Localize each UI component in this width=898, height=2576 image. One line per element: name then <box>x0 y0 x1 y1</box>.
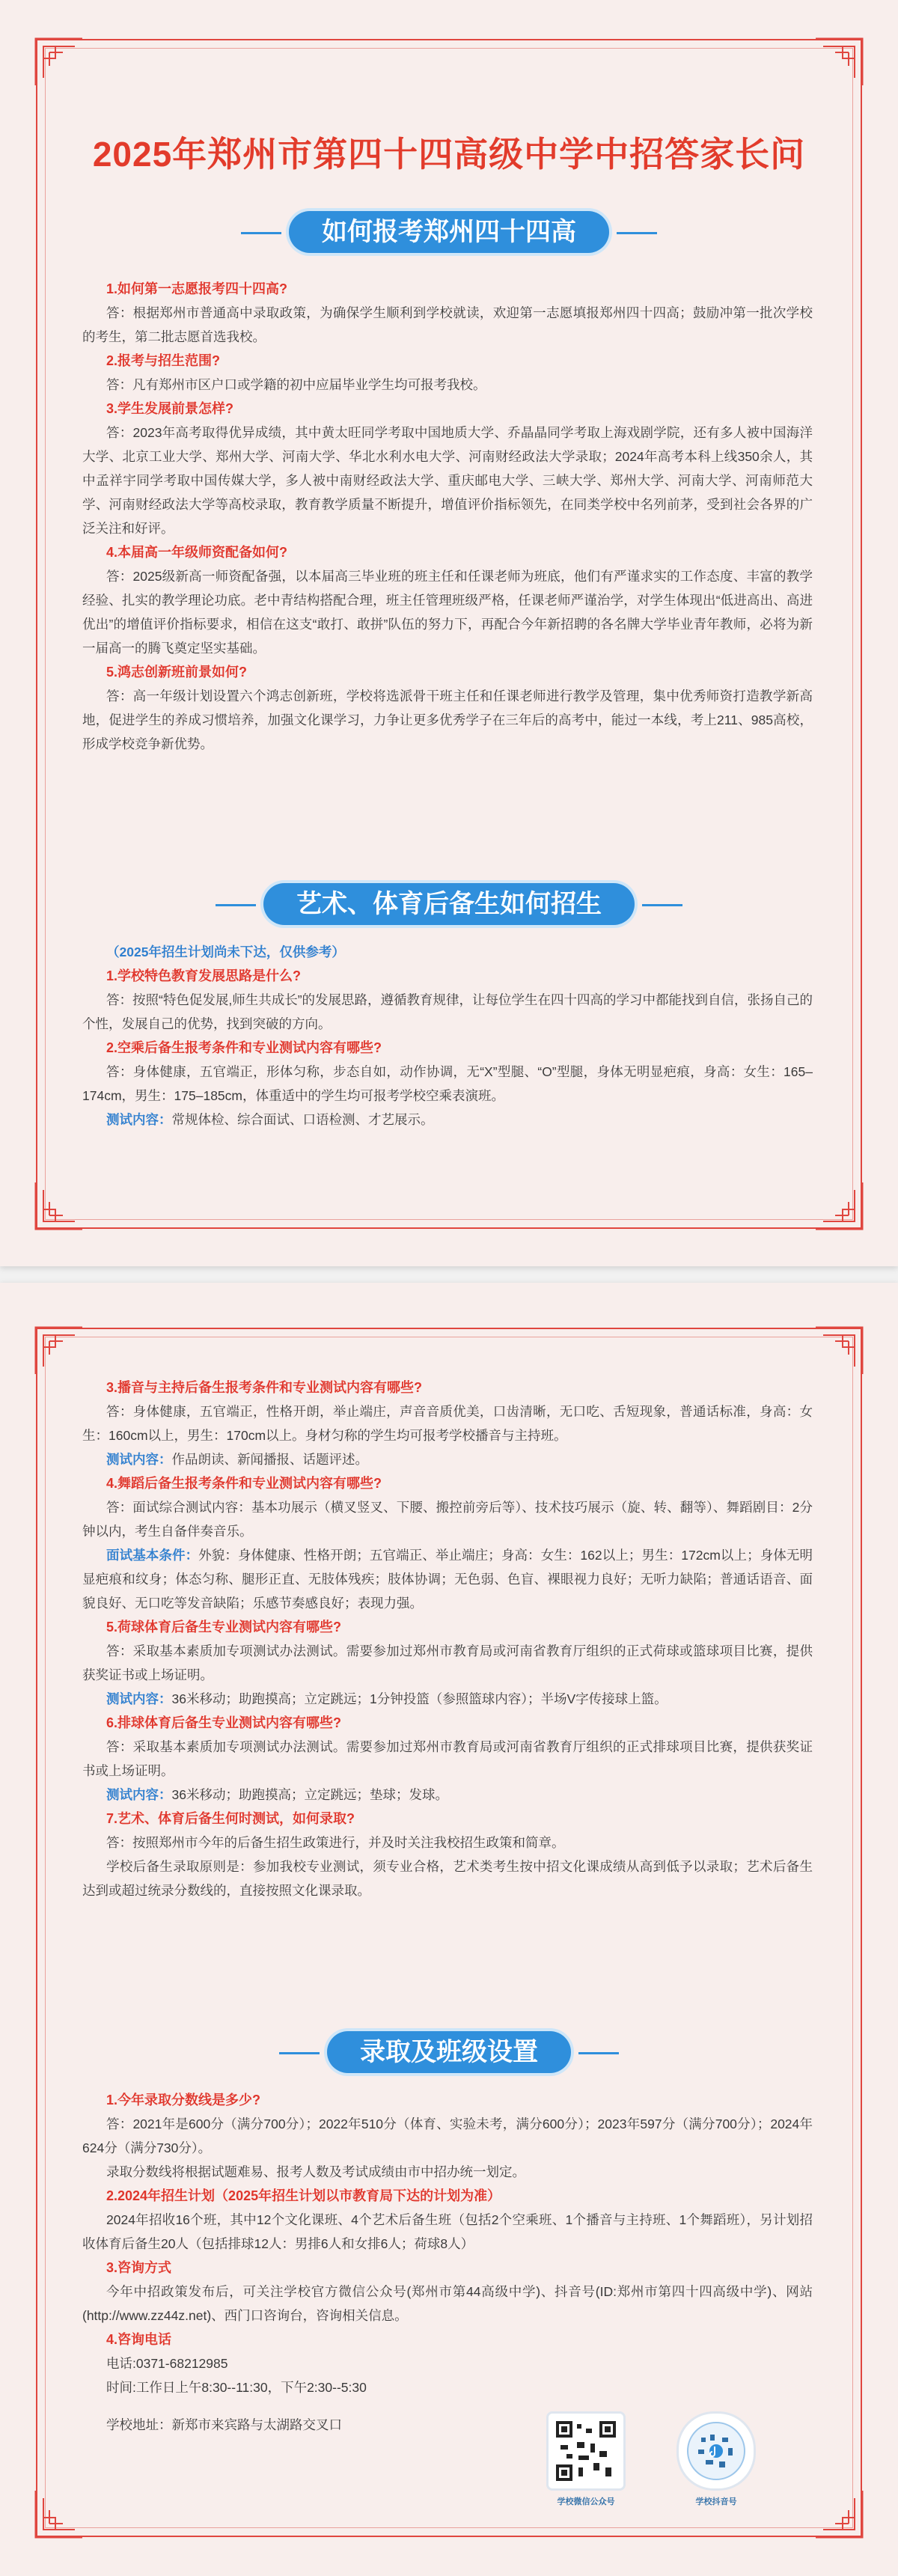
answer-text: 答：2023年高考取得优异成绩，其中黄太旺同学考取中国地质大学、乔晶晶同学考取上海戏剧学院，还有多人被中国海洋大学、北京工业大学、郑州大学、河南大学、华北水利水电大学、河南财经政法大学录取；2024年高考本科上线350余人，其中孟祥宇同学考取中国传媒大学，多人被中南财经政法大学、重庆邮电大学、三峡大学、郑州大学、河南大学、河南师范大学、河南财经政法大学等高校录取，教育教学质量不断提升，增值评价指标领先，在同类学校中名列前茅，受到社会各界的广泛关注和好评。 <box>82 425 813 536</box>
answer-text: 2024年招收16个班，其中12个文化课班、4个艺术后备生班（包括2个空乘班、1个播音与主持班、1个舞蹈班），另计划招收体育后备生20人（包括排球12人：男排6人和女排6人；荷球8人） <box>82 2212 813 2251</box>
question-heading: 1.今年录取分数线是多少? <box>106 2093 261 2108</box>
section-how-to-apply <box>82 277 813 756</box>
conditions-label: 面试基本条件： <box>106 1548 199 1563</box>
question-heading: 2.报考与招生范围? <box>106 353 221 368</box>
question-heading: 3.播音与主持后备生报考条件和专业测试内容有哪些? <box>106 1380 423 1395</box>
qr-caption: 学校微信公众号 <box>557 2497 615 2506</box>
question-heading: 1.如何第一志愿报考四十四高? <box>106 281 288 296</box>
section-banner-arts-sports: 艺术、体育后备生如何招生 <box>263 883 635 925</box>
answer-text: 答：凡有郑州市区户口或学籍的初中应届毕业学生均可报考我校。 <box>106 377 486 392</box>
wechat-qr-code <box>545 2411 627 2516</box>
question-heading: 5.荷球体育后备生专业测试内容有哪些? <box>106 1620 342 1635</box>
section-arts-sports <box>82 940 813 1132</box>
interview-conditions <box>82 1543 813 1615</box>
answer-text: 答：采取基本素质加专项测试办法测试。需要参加过郑州市教育局或河南省教育厅组织的正式荷球或篮球项目比赛，提供获奖证书或上场证明。 <box>82 1643 813 1682</box>
qr-code-icon <box>676 2411 756 2491</box>
page-one <box>0 0 898 1266</box>
corner-ornament-icon <box>813 36 865 88</box>
qr-caption: 学校抖音号 <box>695 2497 737 2506</box>
question-heading: 3.学生发展前景怎样? <box>106 401 234 416</box>
test-content-label: 测试内容： <box>106 1787 172 1802</box>
answer-text: 答：高一年级计划设置六个鸿志创新班，学校将选派骨干班主任和任课老师进行教学及管理，集中优秀师资打造教学新高地，促进学生的养成习惯培养，加强文化课学习，力争让更多优秀学子在三年后的高考中，能过一本线，考上211、985高校，形成学校竞争新优势。 <box>82 689 813 751</box>
answer-text: 答：按照郑州市今年的后备生招生政策进行，并及时关注我校招生政策和简章。 <box>106 1835 565 1850</box>
section-admission <box>82 2088 813 2437</box>
answer-text: 录取分数线将根据试题难易、报考人数及考试成绩由市中招办统一划定。 <box>106 2164 525 2179</box>
douyin-qr-code <box>675 2411 757 2516</box>
answer-text: 答：2021年是600分（满分700分）；2022年510分（体育、实验未考，满分600分）；2023年597分（满分700分）；2024年624分（满分730分）。 <box>82 2116 813 2155</box>
test-content-text: 36米移动；助跑摸高；立定跳远；1分钟投篮（参照篮球内容）；半场V字传接球上篮。 <box>171 1691 668 1706</box>
test-content-line <box>82 1447 813 1471</box>
answer-text: 答：根据郑州市普通高中录取政策，为确保学生顺利到学校就读，欢迎第一志愿填报郑州四十四高；鼓励冲第一批次学校的考生，第二批志愿首选我校。 <box>82 305 813 344</box>
conditions-text: 外貌：身体健康、性格开朗；五官端正、举止端庄；身高：女生：162以上；男生：172cm以上；身体无明显疤痕和纹身；体态匀称、腿形正直、无肢体残疾；肢体协调；无色弱、色盲、裸眼视力良好；无听力缺陷；普通话语音、面貌良好、无口吃等发音缺陷；乐感节奏感良好；表现力强。 <box>82 1548 813 1611</box>
office-hours: 时间:工作日上午8:30--11:30，下午2:30--5:30 <box>106 2380 367 2395</box>
answer-text: 答：身体健康，五官端正，性格开朗，举止端庄，声音音质优美，口齿清晰，无口吃、舌短现象，普通话标准，身高：女生：160cm以上，男生：170cm以上。身材匀称的学生均可报考学校播音与主持班。 <box>82 1404 813 1443</box>
question-heading: 4.舞蹈后备生报考条件和专业测试内容有哪些? <box>106 1476 382 1491</box>
corner-ornament-icon <box>33 1325 85 1377</box>
answer-text: 答：身体健康，五官端正，形体匀称，步态自如，动作协调，无“X”型腿、“O”型腿，身体无明显疤痕，身高：女生：165–174cm，男生：175–185cm，体重适中的学生均可报考学校空乘表演班。 <box>82 1064 813 1103</box>
corner-ornament-icon <box>33 1179 85 1232</box>
answer-text: 答：2025级新高一师资配备强，以本届高三毕业班的班主任和任课老师为班底，他们有严谨求实的工作态度、丰富的教学经验、扎实的教学理论功底。老中青结构搭配合理，班主任管理班级严格，任课老师严谨治学，对学生体现出“低进高出、高进优出”的增值评价指标要求，相信在这支“敢打、敢拼”队伍的努力下，再配合今年新招聘的各名牌大学毕业青年教师，必将为新一届高一的腾飞奠定坚实基础。 <box>82 569 813 656</box>
section-banner-how-to-apply: 如何报考郑州四十四高 <box>289 211 609 253</box>
page-two <box>0 1283 898 2576</box>
question-heading: 3.咨询方式 <box>106 2260 172 2275</box>
answer-text: 今年中招政策发布后，可关注学校官方微信公众号(郑州市第44高级中学)、抖音号(ID:郑州市第四十四高级中学)、网站(http://www.zz44z.net)、西门口咨询台，咨询相关信息。 <box>82 2284 813 2323</box>
qr-code-icon <box>546 2411 626 2491</box>
question-heading: 4.咨询电话 <box>106 2332 172 2347</box>
question-heading: 6.排球体育后备生专业测试内容有哪些? <box>106 1715 342 1730</box>
question-heading: 5.鸿志创新班前景如何? <box>106 665 248 680</box>
test-content-label: 测试内容： <box>106 1112 172 1127</box>
answer-text: 答：面试综合测试内容：基本功展示（横叉竖叉、下腰、搬控前旁后等）、技术技巧展示（旋、转、翻等）、舞蹈剧目：2分钟以内，考生自备伴奏音乐。 <box>82 1500 813 1539</box>
section-arts-sports-continued <box>82 1376 813 1902</box>
plan-note: （2025年招生计划尚未下达，仅供参考） <box>106 944 345 959</box>
test-content-line <box>82 1108 813 1132</box>
school-address: 学校地址：新郑市来宾路与太湖路交叉口 <box>106 2417 342 2432</box>
phone-number: 电话:0371-68212985 <box>106 2356 228 2371</box>
test-content-label: 测试内容： <box>106 1691 172 1706</box>
question-heading: 2.2024年招生计划（2025年招生计划以市教育局下达的计划为准） <box>106 2188 501 2203</box>
answer-text: 答：按照“特色促发展,师生共成长”的发展思路，遵循教育规律，让每位学生在四十四高的学习中都能找到自信，张扬自己的个性，发展自己的优势，找到突破的方向。 <box>82 992 813 1031</box>
question-heading: 7.艺术、体育后备生何时测试，如何录取? <box>106 1811 355 1826</box>
corner-ornament-icon <box>813 2488 865 2540</box>
page-title: 2025年郑州市第四十四高级中学中招答家长问 <box>92 135 806 174</box>
test-content-line <box>82 1783 813 1807</box>
question-heading: 4.本届高一年级师资配备如何? <box>106 545 288 560</box>
corner-ornament-icon <box>813 1325 865 1377</box>
corner-ornament-icon <box>813 1179 865 1232</box>
answer-text: 学校后备生录取原则是：参加我校专业测试，须专业合格，艺术类考生按中招文化课成绩从高到低予以录取；艺术后备生达到或超过统录分数线的，直接按照文化课录取。 <box>82 1859 813 1898</box>
question-heading: 1.学校特色教育发展思路是什么? <box>106 968 302 983</box>
test-content-text: 作品朗读、新闻播报、话题评述。 <box>171 1452 368 1467</box>
corner-ornament-icon <box>33 36 85 88</box>
question-heading: 2.空乘后备生报考条件和专业测试内容有哪些? <box>106 1040 382 1055</box>
answer-text: 答：采取基本素质加专项测试办法测试。需要参加过郑州市教育局或河南省教育厅组织的正式排球项目比赛，提供获奖证书或上场证明。 <box>82 1739 813 1778</box>
section-banner-admission: 录取及班级设置 <box>327 2031 571 2073</box>
test-content-text: 36米移动；助跑摸高；立定跳远；垫球；发球。 <box>171 1787 448 1802</box>
test-content-line <box>82 1687 813 1711</box>
corner-ornament-icon <box>33 2488 85 2540</box>
test-content-text: 常规体检、综合面试、口语检测、才艺展示。 <box>171 1112 434 1127</box>
test-content-label: 测试内容： <box>106 1452 172 1467</box>
